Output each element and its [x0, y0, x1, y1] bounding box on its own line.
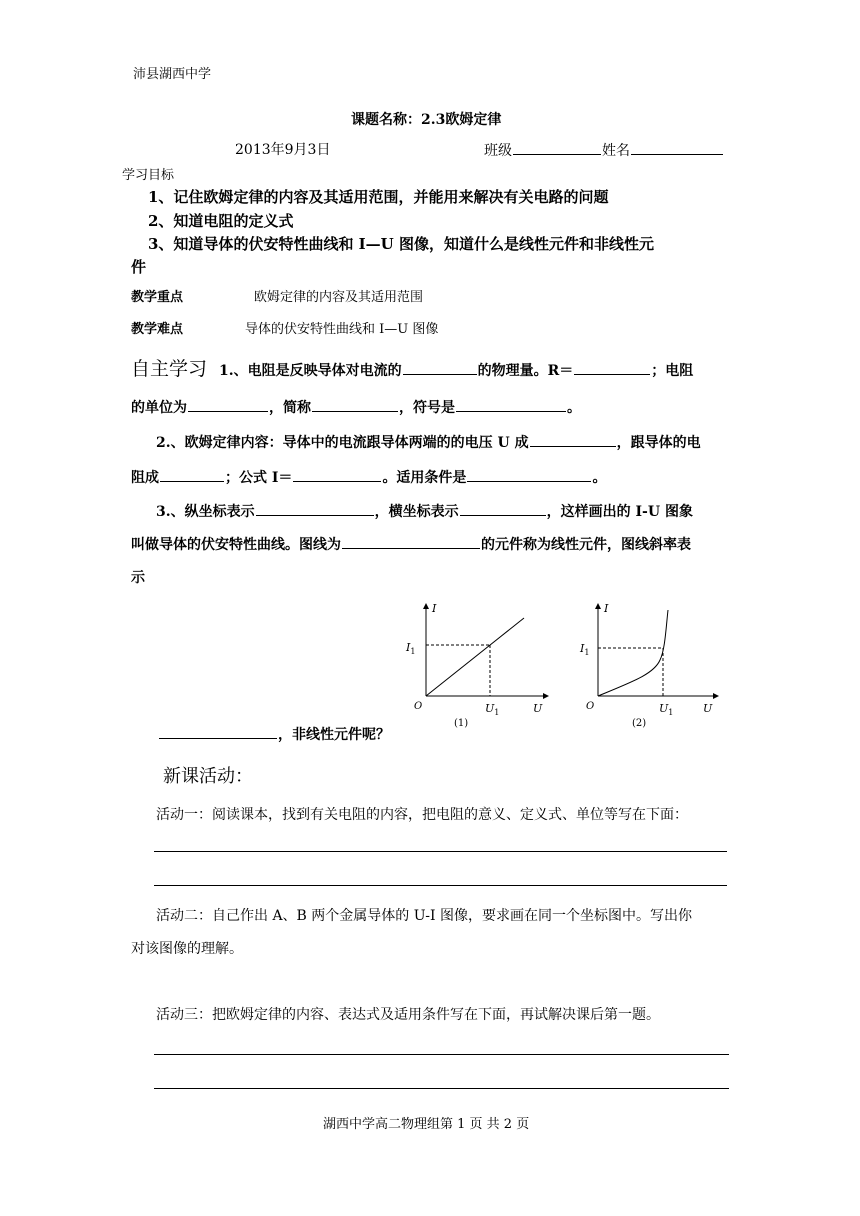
q2-text: 阻成: [131, 470, 159, 486]
q2-text: ，跟导体的电: [616, 435, 701, 451]
q1-text: ，简称: [269, 400, 311, 416]
q3-text: 的元件称为线性元件，图线斜率表: [481, 537, 691, 553]
q2-text: 。: [592, 470, 607, 486]
objective-item: 3、知道导体的伏安特性曲线和 I—U 图像，知道什么是线性元件和非线性元: [148, 235, 654, 253]
question-1-line-1: [219, 359, 693, 380]
activity-2-line-1: 活动二：自己作出 A、B 两个金属导体的 U-I 图像，要求画在同一个坐标图中。写出你: [156, 908, 693, 924]
q2-text: 2.、欧姆定律内容：导体中的电流跟导体两端的的电压 U 成: [156, 435, 529, 451]
q3-text: 3.、纵坐标表示: [156, 504, 255, 520]
q3-blank-2[interactable]: [460, 500, 546, 516]
figure-linear-iu: [400, 598, 560, 738]
origin-label: O: [414, 701, 423, 712]
linear-curve: [426, 618, 524, 696]
x-axis-label: U: [703, 702, 713, 715]
name-label: 姓名: [602, 143, 630, 159]
name-blank[interactable]: [631, 139, 723, 155]
q1-text: 的单位为: [131, 400, 187, 416]
objective-item: 1、记住欧姆定律的内容及其适用范围，并能用来解决有关电路的问题: [148, 188, 609, 206]
key-point-value: 欧姆定律的内容及其适用范围: [254, 290, 424, 305]
x-axis-label: U: [533, 702, 543, 715]
activity-1: 活动一：阅读课本，找到有关电阻的内容，把电阻的意义、定义式、单位等写在下面：: [156, 807, 688, 823]
objective-item: 2、知道电阻的定义式: [148, 212, 294, 230]
q1-text: ，符号是: [399, 400, 455, 416]
q1-text: ；电阻: [651, 363, 694, 379]
answer-line[interactable]: [154, 1088, 729, 1089]
question-3-line-1: [156, 500, 693, 521]
q2-text: 。适用条件是: [382, 470, 467, 486]
figure-nonlinear-iu: [572, 598, 732, 738]
activity-3: 活动三：把欧姆定律的内容、表达式及适用条件写在下面，再试解决课后第一题。: [156, 1007, 660, 1023]
nonlinear-curve: [598, 610, 668, 696]
q3-text: ，横坐标表示: [374, 504, 459, 520]
u1-label: $U_1$: [659, 702, 674, 717]
question-3-line-2: [131, 533, 691, 554]
q1-blank-1[interactable]: [403, 359, 477, 375]
figure-2-caption: (2): [632, 718, 647, 729]
lesson-date: 2013年9月3日: [235, 142, 331, 158]
q2-text: ；公式 I＝: [225, 470, 293, 486]
new-lesson-heading: 新课活动：: [163, 766, 253, 787]
key-point-label: 教学重点: [131, 290, 184, 305]
q1-text: 的物理量。R＝: [477, 363, 574, 379]
answer-line[interactable]: [154, 1054, 729, 1055]
i1-label: $I_1$: [406, 641, 416, 656]
u1-label: $U_1$: [485, 702, 500, 717]
figure-1-caption: (1): [454, 718, 469, 729]
question-1-line-2: [131, 396, 581, 417]
class-blank[interactable]: [513, 139, 601, 155]
page-footer: 湖西中学高二物理组第 1 页 共 2 页: [323, 1117, 530, 1132]
lesson-title-value: 2.3欧姆定律: [421, 112, 502, 128]
i1-label: $I_1$: [580, 642, 590, 657]
question-2-line-2: [131, 466, 606, 487]
activity-2-line-2: 对该图像的理解。: [131, 941, 243, 957]
q2-blank-2[interactable]: [160, 466, 224, 482]
q3-blank-1[interactable]: [256, 500, 374, 516]
class-name-row: [484, 139, 724, 160]
q3-text: ，这样画出的 I-U 图象: [546, 504, 693, 520]
lesson-title-label: 课题名称：: [351, 112, 421, 128]
question-3-line-3: 示: [131, 570, 145, 586]
q3-text: 叫做导体的伏安特性曲线。图线为: [131, 537, 341, 553]
q1-blank-3[interactable]: [188, 396, 268, 412]
q3-blank-3[interactable]: [342, 533, 480, 549]
lesson-title: [351, 109, 501, 129]
q3-text: ，非线性元件呢？: [278, 727, 390, 743]
class-label: 班级: [484, 143, 512, 159]
difficulty-value: 导体的伏安特性曲线和 I—U 图像: [245, 322, 439, 337]
q1-text: 1.、电阻是反映导体对电流的: [219, 363, 402, 379]
origin-label: O: [586, 701, 595, 712]
question-2-line-1: [156, 431, 701, 452]
self-study-heading: 自主学习: [131, 358, 208, 380]
answer-line[interactable]: [154, 851, 727, 852]
objective-item: 件: [131, 258, 147, 276]
difficulty-label: 教学难点: [131, 322, 184, 337]
q3-blank-4[interactable]: [159, 723, 277, 739]
q1-text: 。: [567, 400, 581, 416]
q2-blank-3[interactable]: [293, 466, 381, 482]
y-axis-label: I: [432, 602, 437, 615]
q1-blank-4[interactable]: [312, 396, 398, 412]
objectives-heading: 学习目标: [122, 168, 175, 183]
school-header: 沛县湖西中学: [133, 67, 212, 82]
y-axis-label: I: [604, 602, 609, 615]
q1-blank-5[interactable]: [456, 396, 566, 412]
q2-blank-4[interactable]: [467, 466, 591, 482]
question-3-line-4: [158, 723, 390, 744]
answer-line[interactable]: [154, 885, 727, 886]
q2-blank-1[interactable]: [530, 431, 616, 447]
q1-blank-2[interactable]: [574, 359, 650, 375]
